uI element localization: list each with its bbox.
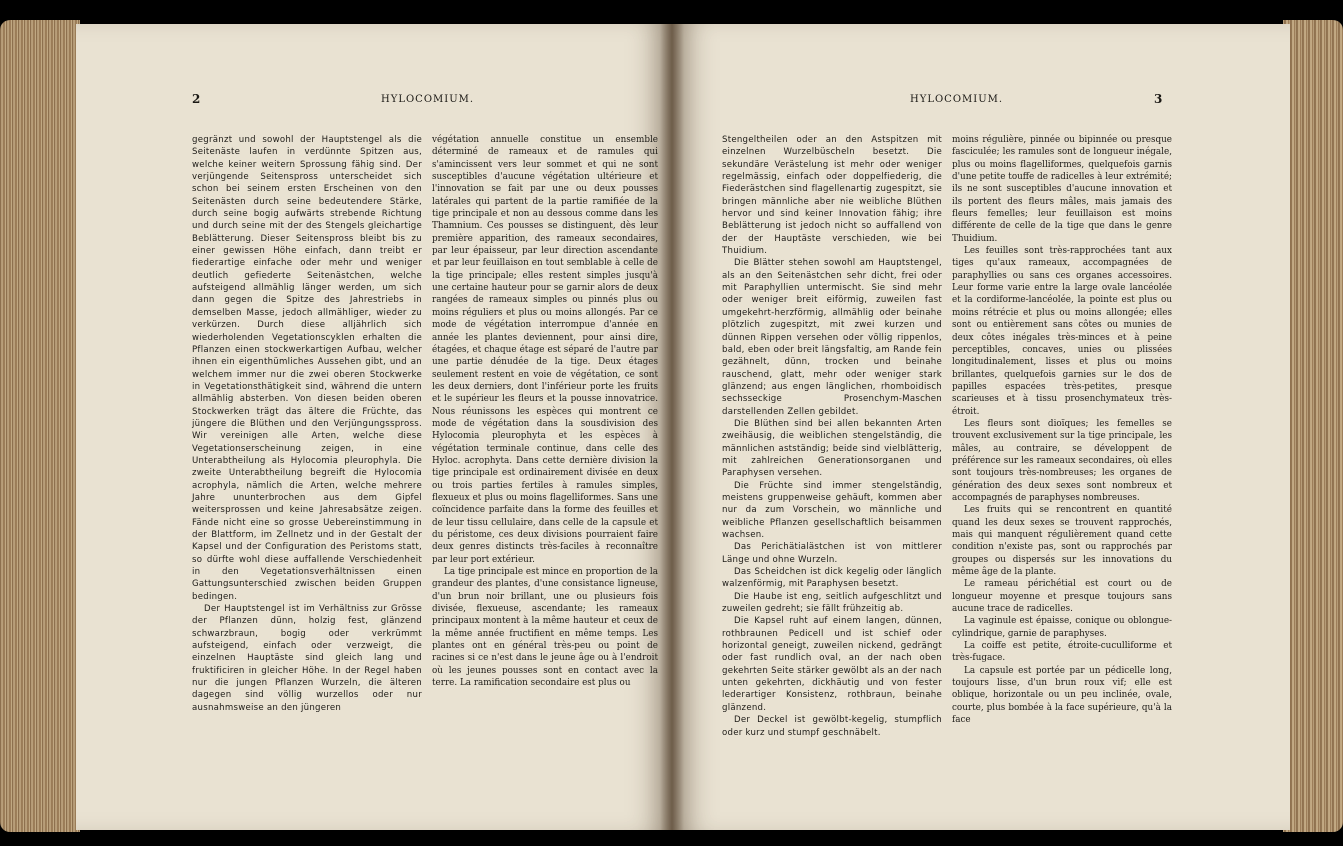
paragraph: Die Haube ist eng, seitlich aufgeschlitzt und zuweilen gedreht; sie fällt frühzeitig ab.: [722, 591, 942, 615]
paragraph: La vaginule est épaisse, conique ou oblongue-cylindrique, garnie de paraphyses.: [952, 616, 1172, 639]
right-french-column: [952, 134, 1172, 727]
left-page-edges: [0, 20, 80, 832]
paragraph: La tige principale est mince en proportion de la grandeur des plantes, d'une consistance ligneuse, d'un brun noir brillant, une ou plusieurs fois divisée, flexueuse, ascendante; les rameaux principaux montent à la même hauteur et ceux de la même année fructifient en même temps. Les plantes ont en général très-peu ou point de racines si ce n'est dans le jeune âge ou à l'endroit où les jeunes pousses sont en contact avec la terre. La ramification secondaire est plus ou: [432, 567, 658, 689]
left-german-column: [192, 134, 422, 714]
right-page-number: 3: [1154, 92, 1163, 106]
right-page-edges: [1283, 20, 1343, 832]
right-running-head: HYLOCOMIUM.: [910, 94, 1004, 105]
paragraph: moins régulière, pinnée ou bipinnée ou presque fasciculée; les ramules sont de longueur inégale, plus ou moins flagelliformes, quelquefois garnis d'une petite touffe de radicelles à leur extrémité; ils ne sont susceptibles d'aucune innovation et ils portent des fleurs mâles, mais jamais des fleurs femelles; leur feuillaison est moins différente de celle de la tige que dans le genre Thuidium.: [952, 135, 1172, 244]
left-page-number: 2: [192, 92, 201, 106]
left-page: [76, 24, 672, 830]
paragraph: Stengeltheilen oder an den Astspitzen mit einzelnen Wurzelbüscheln besetzt. Die sekundäre Verästelung ist mehr oder weniger regelmässig, einfach oder doppelfiederig, die Fiederästchen sind flagellenartig zugespitzt, sie bringen männliche aber nie weibliche Blüthen hervor und sind keiner Innovation fähig; ihre Beblätterung ist jedoch nicht so auffallend von der der Hauptäste verschieden, wie bei Thuidium.: [722, 135, 942, 257]
paragraph: Les feuilles sont très-rapprochées tant aux tiges qu'aux rameaux, accompagnées de paraphyllies ou sans ces organes accessoires. Leur forme varie entre la large ovale lancéolée et la cordiforme-lancéolée, la pointe est plus ou moins rétrécie et plus ou moins allongée; elles sont ou entièrement sans côtes ou munies de deux côtes inégales très-minces et à peine perceptibles, concaves, unies ou plissées longitudinalement, lisses et plus ou moins brillantes, quelquefois garnies sur le dos de papilles espacées très-petites, presque scarieuses et à tissu prosenchymateux très-étroit.: [952, 246, 1172, 417]
paragraph: Das Perichätialästchen ist von mittlerer Länge und ohne Wurzeln.: [722, 542, 942, 565]
paragraph: Les fruits qui se rencontrent en quantité quand les deux sexes se trouvent rapprochés, mais qui manquent régulièrement quand cette condition n'existe pas, sont ou rapprochés par groupes ou dispersés sur les innovations du même âge de la plante.: [952, 505, 1172, 578]
left-running-head: HYLOCOMIUM.: [381, 94, 475, 105]
paragraph: Die Kapsel ruht auf einem langen, dünnen, rothbraunen Pedicell und ist schief oder horizontal geneigt, zuweilen nickend, gedrängt oder fast rundlich oval, an der nach oben gekehrten Seite stärker gewölbt als an der nach unten gekehrten, dickhäutig und von fester lederartiger Konsistenz, rothbraun, beinahe glänzend.: [722, 616, 942, 713]
paragraph: Der Hauptstengel ist im Verhältniss zur Grösse der Pflanzen dünn, holzig fest, glänzend schwarzbraun, bogig oder verkrümmt aufsteigend, einfach oder verzweigt, die einzelnen Hauptäste sind gleich lang und fruktificiren in gleicher Höhe. In der Regel haben nur die jungen Pflanzen Wurzeln, die älteren dagegen sind völlig wurzellos oder nur ausnahmsweise an den jüngeren: [192, 604, 422, 713]
left-french-column: [432, 134, 658, 689]
paragraph: Les fleurs sont dioïques; les femelles se trouvent exclusivement sur la tige principale, les mâles, au contraire, se développent de préférence sur les rameaux secondaires, où elles sont toujours très-nombreuses; les organes de génération des deux sexes sont nombreux et accompagnés de paraphyses nombreuses.: [952, 418, 1172, 503]
right-page: [672, 24, 1290, 830]
paragraph: Die Blätter stehen sowohl am Hauptstengel, als an den Seitenästchen sehr dicht, frei oder mit Paraphyllien untermischt. Sie sind mehr oder weniger breit eiförmig, zuweilen fast umgekehrt-herzförmig, allmählig oder beinahe plötzlich zugespitzt, mit zwei kurzen und dünnen Rippen versehen oder völlig rippenlos, bald, eben oder breit längsfaltig, am Rande fein gezähnelt, dünn, trocken und beinahe rauschend, glatt, mehr oder weniger stark glänzend; aus engen länglichen, rhomboidisch sechsseckige Prosenchym-Maschen darstellenden Zellen gebildet.: [722, 258, 942, 417]
paragraph: végétation annuelle constitue un ensemble déterminé de rameaux et de ramules qui s'amincissent vers leur sommet et qui ne sont susceptibles d'aucune végétation ultérieure et l'innovation se fait par une ou deux pousses latérales qui partent de la partie ramifiée de la tige principale et non au dessous comme dans les Thamnium. Ces pousses se distinguent, dès leur première apparition, des rameaux secondaires, par leur épaisseur, par leur direction ascendante et par leur feuillaison en tout semblable à celle de la tige principale; elles restent simples jusqu'à une certaine hauteur pour se garnir alors de deux rangées de rameaux simples ou pinnés plus ou moins réguliers et plus ou moins allongés. Par ce mode de végétation interrompue d'année en année les plantes deviennent, pour ainsi dire, étagées, et chaque étage est séparé de l'autre par une partie dénudée de la tige. Deux étages seulement restent en voie de végétation, ce sont les deux derniers, dont l'inférieur porte les fruits et le supérieur les fleurs et la pousse innovatrice. Nous réunissons les espèces qui montrent ce mode de végétation dans la sousdivision des Hylocomia pleurophyta et les espèces à végétation terminale continue, dans celle des Hyloc. acrophyta. Dans cette dernière division la tige principale est ordinairement divisée en deux ou trois parties fertiles à ramules simples, flexueux et plus ou moins flagelliformes. Sans une coïncidence parfaite dans la forme des feuilles et de leur tissu cellulaire, dans celle de la capsule et du péristome, ces deux divisions pourraient faire deux genres distincts très-faciles à reconnaître par leur port extérieur.: [432, 135, 658, 565]
paragraph: La capsule est portée par un pédicelle long, toujours lisse, d'un brun roux vif; elle est oblique, horizontale ou un peu inclinée, ovale, courte, plus bombée à la face supérieure, qu'à la face: [952, 665, 1172, 726]
paragraph: Die Blüthen sind bei allen bekannten Arten zweihäusig, die weiblichen stengelständig, die männlichen astständig; beide sind vielblätterig, mit zahlreichen Generationsorganen und Paraphysen versehen.: [722, 418, 942, 479]
book-gutter-shadow: [660, 24, 684, 830]
paragraph: Das Scheidchen ist dick kegelig oder länglich walzenförmig, mit Paraphysen besetzt.: [722, 567, 942, 590]
paragraph: La coiffe est petite, étroite-cuculliforme et très-fugace.: [952, 641, 1172, 664]
paragraph: Die Früchte sind immer stengelständig, meistens gruppenweise gehäuft, kommen aber nur da zum Vorschein, wo männliche und weibliche Pflanzen gesellschaftlich beisammen wachsen.: [722, 480, 942, 540]
paragraph: gegränzt und sowohl der Hauptstengel als die Seitenäste laufen in verdünnte Spitzen aus, welche keiner weitern Sprossung fähig sind. Der verjüngende Seitenspross unterscheidet sich schon bei seinem ersten Erscheinen von den Seitenästen durch seine bedeutendere Stärke, durch seine bogig aufwärts strebende Richtung und durch seine mit der des Stengels gleichartige Beblätterung. Dieser Seitenspross bleibt bis zu einer gewissen Höhe einfach, dann treibt er fiederartige einfache oder mehr und weniger deutlich gefiederte Seitenästchen, welche aufsteigend allmählig länger werden, um sich dann gegen die Spitze des Jahrestriebs in demselben Masse, jedoch allmähliger, wieder zu verkürzen. Durch diese alljährlich sich wiederholenden Vegetationscyklen erhalten die Pflanzen einen stockwerkartigen Aufbau, welcher ihnen ein eigenthümliches Aussehen gibt, und an welchem immer nur die zwei oberen Stockwerke in Vegetationsthätigkeit sind, während die untern allmählig absterben. Von diesen beiden oberen Stockwerken trägt das ältere die Früchte, das jüngere die Blüthen und den Verjüngungsspross. Wir vereinigen alle Arten, welche diese Vegetationserscheinung zeigen, in eine Unterabtheilung als Hylocomia pleurophyla. Die zweite Unterabtheilung begreift die Hylocomia acrophyla, nämlich die Arten, welche mehrere Jahre ununterbrochen aus dem Gipfel weitersprossen und keine Jahresabsätze zeigen. Fände nicht eine so grosse Uebereinstimmung in der Blattform, im Zellnetz und in der Gestalt der Kapsel und der Configuration des Peristoms statt, so dürfte wohl diese auffallende Verschiedenheit in den Vegetationsverhältnissen einen Gattungsunterschied zwischen beiden Gruppen bedingen.: [192, 135, 422, 602]
paragraph: Le rameau périchétial est court ou de longueur moyenne et presque toujours sans aucune trace de radicelles.: [952, 579, 1172, 615]
paragraph: Der Deckel ist gewölbt-kegelig, stumpflich oder kurz und stumpf geschnäbelt.: [722, 715, 942, 738]
right-german-column: [722, 134, 942, 739]
